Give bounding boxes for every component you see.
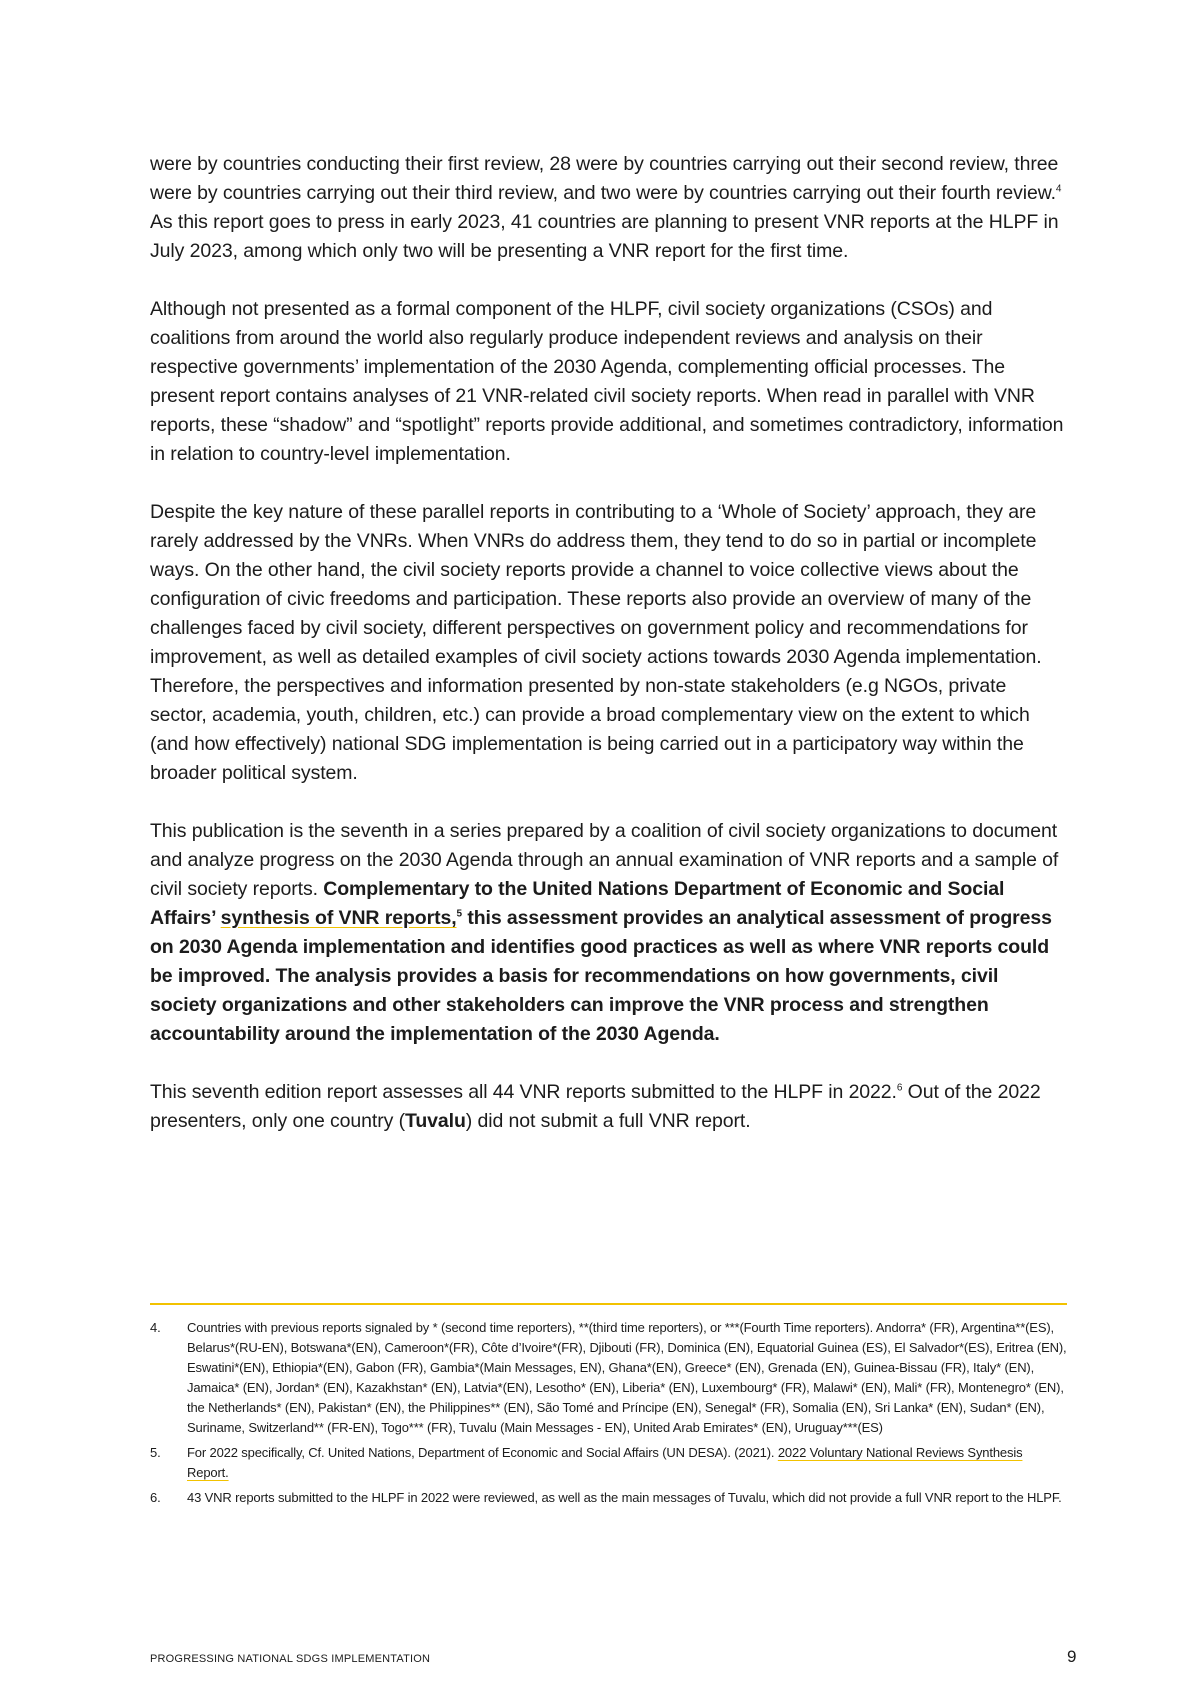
- footnote-number: 5.: [150, 1445, 161, 1460]
- paragraph-5-text-b: Out of the 2022 presenters, only one country (: [150, 1081, 1041, 1132]
- paragraph-2: Although not presented as a formal component of the HLPF, civil society organizations (CSOs) and coalitions from around the world also regularly produce independent reviews and analysis on their respective governments’ implementation of the 2030 Agenda, complementing official processes. The present report contains analyses of 21 VNR-related civil society reports. When read in parallel with VNR reports, these “shadow” and “spotlight” reports provide additional, and sometimes contradictory, information in relation to country-level implementation.: [150, 298, 1064, 465]
- paragraph-5-text-c: ) did not submit a full VNR report.: [465, 1110, 751, 1132]
- paragraph-4-text: This publication is the seventh in a series prepared by a coalition of civil society organizations to document and analyze progress on the 2030 Agenda through an annual examination of VNR reports and a sample of civil society reports.: [150, 820, 1059, 900]
- footnote-number: 4.: [150, 1320, 161, 1335]
- footnote-divider: [150, 1303, 1067, 1305]
- synthesis-link[interactable]: synthesis of VNR reports,: [220, 907, 457, 929]
- page-number: 9: [1067, 1647, 1077, 1666]
- paragraph-4-bold-b: this assessment provides an analytical assessment of progress on 2030 Agenda implementation and identifies good practices as well as where VNR reports could be improved. The analysis provides a basis for recommendations on how governments, civil society organizations and other stakeholders can improve the VNR process and strengthen accountability around the implementation of the 2030 Agenda.: [150, 907, 1052, 1045]
- footnote-4: [150, 1318, 1067, 1438]
- paragraph-5-text-a: This seventh edition report assesses all 44 VNR reports submitted to the HLPF in 2022.: [150, 1081, 897, 1103]
- body-text: [150, 150, 1065, 1165]
- tuvalu-bold: Tuvalu: [404, 1110, 466, 1132]
- running-footer-title: PROGRESSING NATIONAL SDGS IMPLEMENTATION: [150, 1653, 431, 1665]
- footnote-text: 43 VNR reports submitted to the HLPF in 2022 were reviewed, as well as the main messages of Tuvalu, which did not provide a full VNR report to the HLPF.: [187, 1490, 1062, 1505]
- footnote-text: For 2022 specifically, Cf. United Nations, Department of Economic and Social Affairs (UN DESA). (2021).: [187, 1445, 778, 1460]
- paragraph-3: Despite the key nature of these parallel reports in contributing to a ‘Whole of Society’ approach, they are rarely addressed by the VNRs. When VNRs do address them, they tend to do so in partial or incomplete ways. On the other hand, the civil society reports provide a channel to voice collective views about the configuration of civic freedoms and participation. These reports also provide an overview of many of the challenges faced by civil society, different perspectives on government policy and recommendations for improvement, as well as detailed examples of civil society actions towards 2030 Agenda implementation. Therefore, the perspectives and information presented by non-state stakeholders (e.g NGOs, private sector, academia, youth, children, etc.) can provide a broad complementary view on the extent to which (and how effectively) national SDG implementation is being carried out in a participatory way within the broader political system.: [150, 501, 1042, 784]
- synthesis-report-link[interactable]: 2022 Voluntary National Reviews Synthesis Report.: [187, 1445, 1023, 1480]
- footnote-ref-5[interactable]: 5: [456, 908, 462, 920]
- paragraph-1-continued: As this report goes to press in early 2023, 41 countries are planning to present VNR reports at the HLPF in July 2023, among which only two will be presenting a VNR report for the first time.: [150, 211, 1059, 262]
- footnote-text-container: [187, 1443, 1067, 1483]
- paragraph-1-text: were by countries conducting their first review, 28 were by countries carrying out their second review, three were by countries carrying out their third review, and two were by countries carrying out their fourth review.: [150, 153, 1059, 204]
- footnote-5: [150, 1443, 1067, 1483]
- paragraph-5: [150, 1078, 1065, 1136]
- paragraph-1: [150, 150, 1065, 266]
- footnote-number: 6.: [150, 1490, 161, 1505]
- footnote-text: Countries with previous reports signaled by * (second time reporters), **(third time reporters), or ***(Fourth Time reporters). Andorra* (FR), Argentina**(ES), Belarus*(RU-EN), Botswana*(EN), Cameroon*(FR), Côte d’Ivoire*(FR), Djibouti (FR), Dominica (EN), Equatorial Guinea (ES), El Salvador*(ES), Eritrea (EN), Eswatini*(EN), Ethiopia*(EN), Gabon (FR), Gambia*(Main Messages, EN), Ghana*(EN), Greece* (EN), Grenada (EN), Guinea-Bissau (FR), Italy* (EN), Jamaica* (EN), Jordan* (EN), Kazakhstan* (EN), Latvia*(EN), Lesotho* (EN), Liberia* (EN), Luxembourg* (FR), Malawi* (EN), Mali* (FR), Montenegro* (EN), the Netherlands* (EN), Pakistan* (EN), the Philippines** (EN), São Tomé and Príncipe (EN), Senegal* (FR), Somalia (EN), Sri Lanka* (EN), Sudan* (EN), Suriname, Switzerland** (FR-EN), Togo*** (FR), Tuvalu (Main Messages - EN), United Arab Emirates* (EN), Uruguay***(ES): [187, 1320, 1067, 1435]
- footnotes: [150, 1318, 1067, 1513]
- footnote-6: [150, 1488, 1067, 1508]
- paragraph-4-bold-a: Complementary to the United Nations Department of Economic and Social Affairs’: [150, 878, 1005, 929]
- footnote-ref-4[interactable]: 4: [1055, 183, 1062, 195]
- footnote-ref-6[interactable]: 6: [896, 1082, 903, 1094]
- paragraph-4: [150, 817, 1065, 1049]
